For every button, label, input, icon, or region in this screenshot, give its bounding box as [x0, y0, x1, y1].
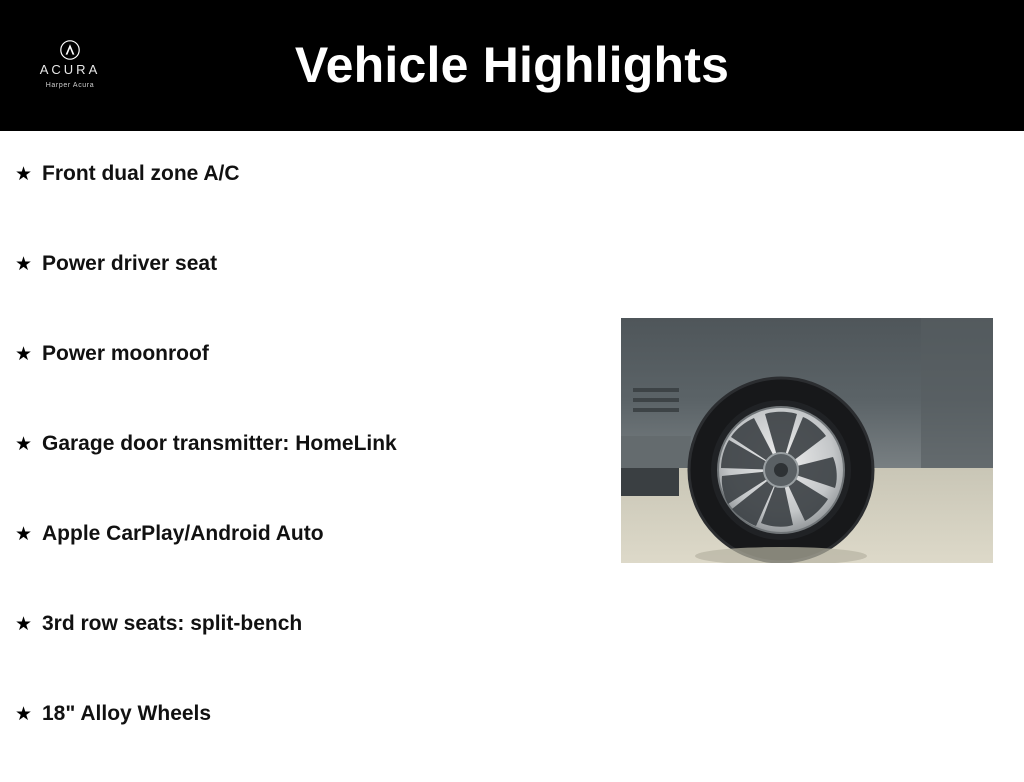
star-icon: ★	[15, 614, 33, 635]
list-item-label: Front dual zone A/C	[42, 162, 240, 185]
list-item	[10, 512, 610, 602]
list-item-label: 18" Alloy Wheels	[42, 702, 212, 725]
star-icon: ★	[15, 344, 33, 365]
brand-name: ACURA	[39, 62, 101, 77]
slide-bottom-edge	[0, 756, 1024, 768]
star-icon: ★	[15, 164, 33, 185]
list-item	[10, 692, 610, 782]
list-item	[10, 602, 610, 692]
list-item	[10, 332, 610, 422]
list-item	[10, 242, 610, 332]
star-icon: ★	[15, 524, 33, 545]
list-item-label: Power driver seat	[42, 252, 218, 275]
vehicle-wheel-photo	[621, 318, 993, 563]
list-item-label: Garage door transmitter: HomeLink	[42, 432, 397, 455]
list-item-label: 3rd row seats: split-bench	[42, 612, 303, 635]
star-icon: ★	[15, 254, 33, 275]
highlights-list	[10, 152, 610, 782]
star-icon: ★	[15, 434, 33, 455]
list-item	[10, 152, 610, 242]
list-item	[10, 422, 610, 512]
list-item-label: Apple CarPlay/Android Auto	[42, 522, 324, 545]
page-title: Vehicle Highlights	[294, 37, 730, 93]
list-item-label: Power moonroof	[42, 342, 209, 365]
slide-header	[0, 0, 1024, 131]
dealer-name: Harper Acura	[45, 82, 95, 89]
star-icon: ★	[15, 704, 33, 725]
